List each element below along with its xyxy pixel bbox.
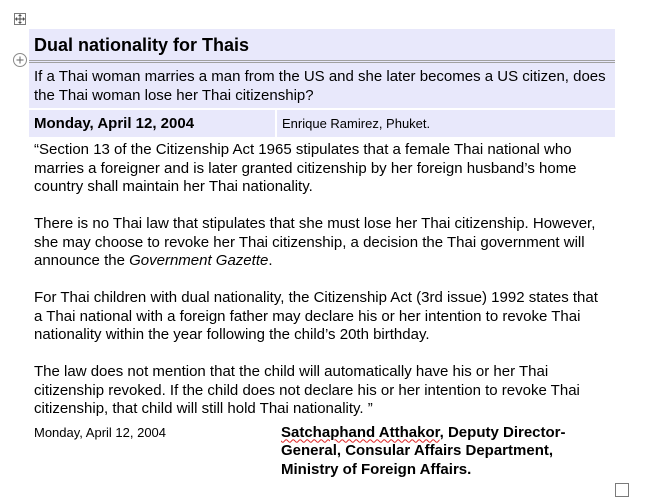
reader-question: If a Thai woman marries a man from the US and she later becomes a US citizen, does the Thai woman lose her Thai citizenship? [29, 62, 615, 110]
article-table [29, 29, 615, 482]
footer-date: Monday, April 12, 2004 [34, 424, 167, 440]
body-paragraph-3: For Thai children with dual nationality, the Citizenship Act (3rd issue) 1992 states that a Thai national with a foreign father may declare his or her intention to revoke Thai nationality within the year following the child’s 20th birthday. [34, 289, 598, 343]
signature-block [276, 421, 615, 483]
article-body [29, 137, 615, 421]
table-move-icon [15, 14, 25, 24]
table-move-handle[interactable] [14, 13, 26, 25]
body-paragraph-2-text: There is no Thai law that stipulates that she must lose her Thai citizenship. However, she may choose to revoke her Thai citizenship, a decision the Thai government will announce the [34, 215, 596, 269]
gazette-title: Government Gazette [129, 252, 269, 269]
body-paragraph-4: The law does not mention that the child will automatically have his or her Thai citizenship revoked. If the child does not declare his or her intention to revoke Thai citizenship, that child will still hold Thai nationality. ” [34, 363, 580, 417]
body-paragraph-1: “Section 13 of the Citizenship Act 1965 stipulates that a female Thai national who marries a foreigner and is later granted citizenship by her foreign husband’s home country shall maintain her Thai nationality. [34, 141, 577, 195]
add-row-icon [14, 54, 26, 66]
article-title: Dual nationality for Thais [29, 29, 615, 62]
question-author: Enrique Ramirez, Phuket. [276, 109, 615, 137]
body-paragraph-2 [34, 215, 610, 271]
add-row-button[interactable] [13, 53, 27, 67]
signer-name: Satchaphand Atthakor [281, 423, 440, 441]
signer-title: , Deputy Director-General, Consular Affairs Department, Ministry of Foreign Affairs. [281, 423, 566, 478]
body-paragraph-2-end: . [268, 252, 273, 269]
table-resize-handle[interactable] [615, 483, 629, 497]
article-date: Monday, April 12, 2004 [29, 109, 276, 137]
